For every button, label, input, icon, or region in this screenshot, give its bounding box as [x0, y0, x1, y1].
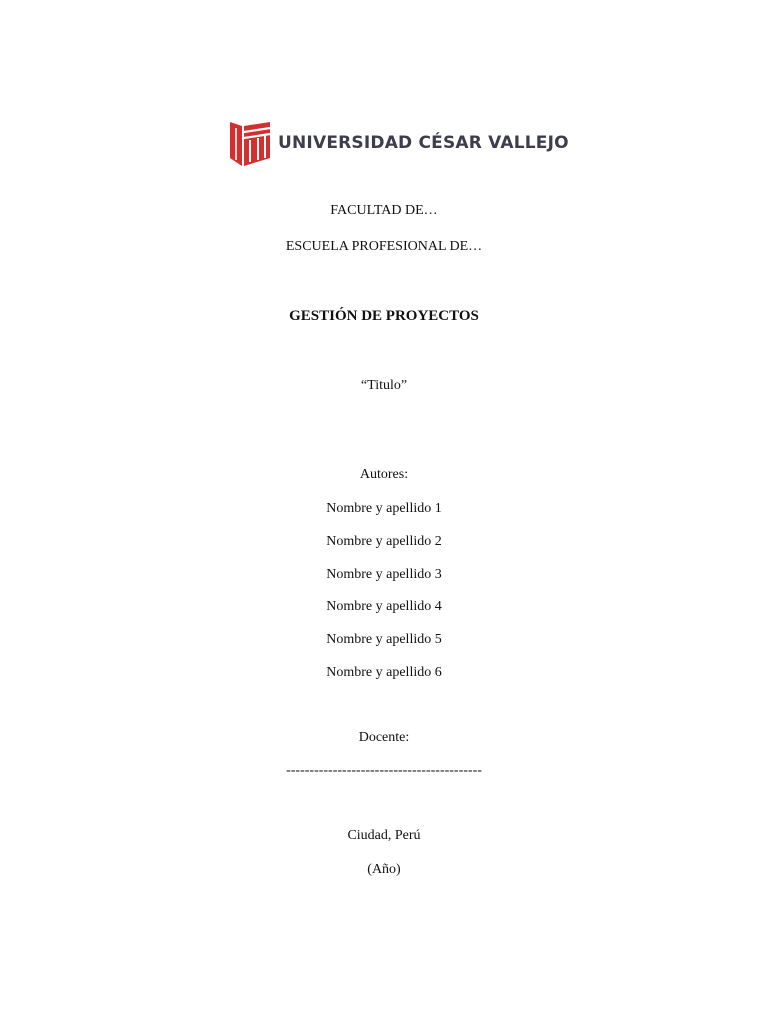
university-logo-text: UNIVERSIDAD CÉSAR VALLEJO	[278, 133, 569, 153]
year-line: (Año)	[367, 862, 401, 877]
author-name-4: Nombre y apellido 4	[326, 599, 442, 614]
teacher-label: Docente:	[358, 730, 410, 745]
teacher-placeholder: ------------------------------------------	[286, 763, 482, 778]
author-name-5: Nombre y apellido 5	[326, 632, 442, 647]
author-name-3: Nombre y apellido 3	[326, 567, 442, 582]
author-name-1: Nombre y apellido 1	[326, 501, 442, 516]
author-name-2: Nombre y apellido 2	[326, 534, 442, 549]
document-title: “Titulo”	[360, 378, 408, 393]
university-logo	[228, 118, 569, 168]
university-shield-icon	[228, 118, 272, 168]
author-name-6: Nombre y apellido 6	[326, 665, 442, 680]
city-line: Ciudad, Perú	[347, 828, 421, 843]
course-title: GESTIÓN DE PROYECTOS	[289, 308, 479, 324]
school-line: ESCUELA PROFESIONAL DE…	[285, 239, 483, 254]
faculty-line: FACULTAD DE…	[330, 203, 438, 218]
authors-label: Autores:	[359, 467, 409, 482]
